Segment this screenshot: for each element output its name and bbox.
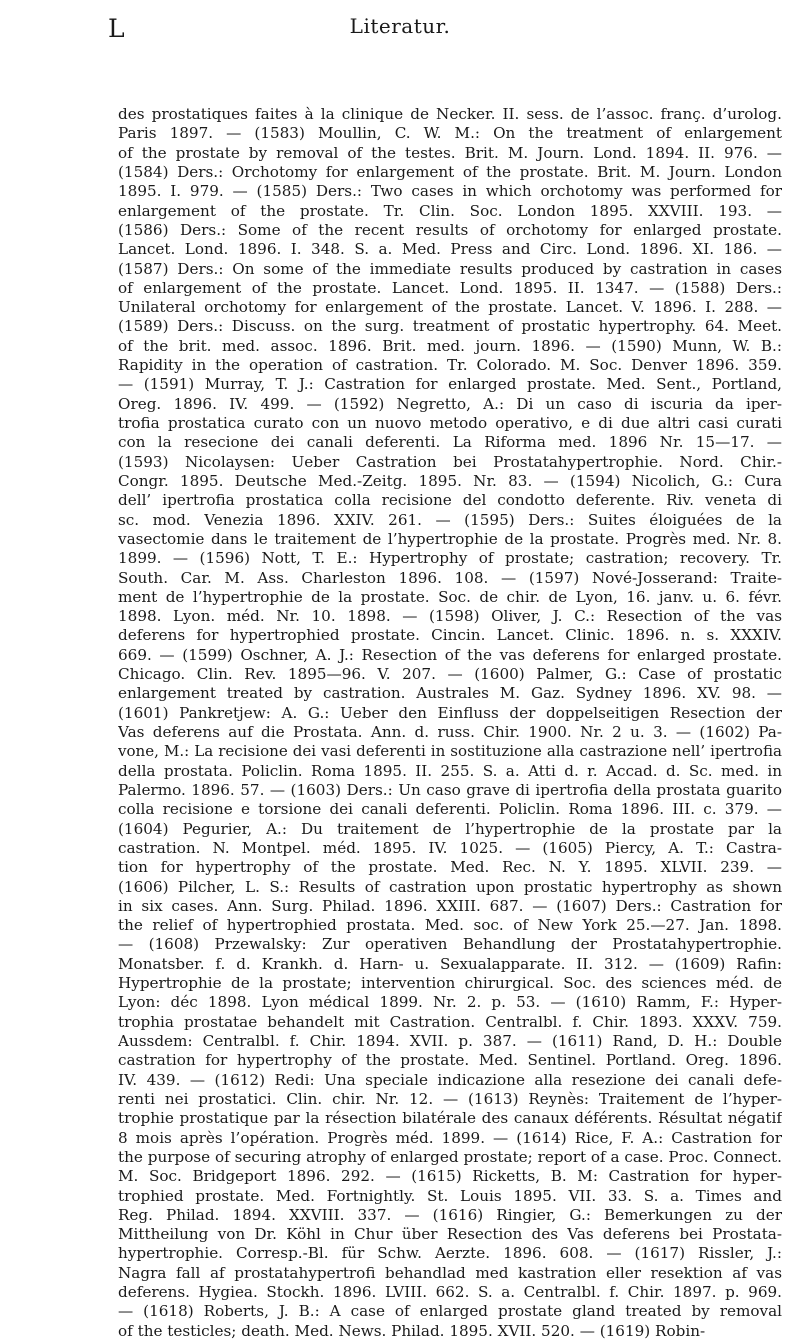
text-line: enlargement of the prostate. Tr. Clin. Soc. London 1895. XXVIII. 193. — [118, 201, 782, 220]
text-line: Chicago. Clin. Rev. 1895—96. V. 207. — (1600) Palmer, G.: Case of prostatic [118, 665, 782, 684]
text-line: (1601) Pankretjew: A. G.: Ueber den Einfluss der doppelseitigen Resection der [118, 703, 782, 722]
text-line: in six cases. Ann. Surg. Philad. 1896. XXIII. 687. — (1607) Ders.: Castration for [118, 896, 782, 915]
text-line: of the brit. med. assoc. 1896. Brit. med. journ. 1896. — (1590) Munn, W. B.: [118, 336, 782, 355]
text-line: castration for hypertrophy of the prostate. Med. Sentinel. Portland. Oreg. 1896. [118, 1051, 782, 1070]
text-line: (1586) Ders.: Some of the recent results of orchotomy for enlarged prostate. [118, 220, 782, 239]
text-line: (1606) Pilcher, L. S.: Results of castration upon prostatic hypertrophy as shown [118, 877, 782, 896]
text-line: castration. N. Montpel. méd. 1895. IV. 1025. — (1605) Piercy, A. T.: Castra- [118, 838, 782, 857]
text-line: 1898. Lyon. méd. Nr. 10. 1898. — (1598) Oliver, J. C.: Resection of the vas [118, 607, 782, 626]
text-line: renti nei prostatici. Clin. chir. Nr. 12. — (1613) Reynès: Traitement de l’hyper- [118, 1089, 782, 1108]
text-line: Oreg. 1896. IV. 499. — (1592) Negretto, A.: Di un caso di iscuria da iper- [118, 394, 782, 413]
text-line: Rapidity in the operation of castration. Tr. Colorado. M. Soc. Denver 1896. 359. [118, 356, 782, 375]
page-header [0, 14, 800, 44]
text-line: — (1608) Przewalsky: Zur operativen Behandlung der Prostatahypertrophie. [118, 935, 782, 954]
text-line: 1899. — (1596) Nott, T. E.: Hypertrophy of prostate; castration; recovery. Tr. [118, 549, 782, 568]
text-line: IV. 439. — (1612) Redi: Una speciale indicazione alla resezione dei canali defe- [118, 1070, 782, 1089]
text-line: Vas deferens auf die Prostata. Ann. d. russ. Chir. 1900. Nr. 2 u. 3. — (1602) Pa- [118, 723, 782, 741]
text-line: (1593) Nicolaysen: Ueber Castration bei Prostatahypertrophie. Nord. Chir.- [118, 452, 782, 471]
bibliography-body [118, 105, 782, 1341]
text-line: Lancet. Lond. 1896. I. 348. S. a. Med. Press and Circ. Lond. 1896. XI. 186. — [118, 240, 782, 259]
text-line: Monatsber. f. d. Krankh. d. Harn- u. Sexualapparate. II. 312. — (1609) Rafin: [118, 954, 782, 973]
text-line: 8 mois après l’opération. Progrès méd. 1899. — (1614) Rice, F. A.: Castration for [118, 1128, 782, 1147]
text-line: Nagra fall af prostatahypertrofi behandlad med kastration eller resektion af vas [118, 1263, 782, 1282]
text-line: Reg. Philad. 1894. XXVIII. 337. — (1616) Ringier, G.: Bemerkungen zu der [118, 1205, 782, 1224]
text-line: (1587) Ders.: On some of the immediate results produced by castration in cases [118, 259, 782, 278]
text-line: the relief of hypertrophied prostata. Med. soc. of New York 25.—27. Jan. 1898. [118, 916, 782, 935]
text-line: trophia prostatae behandelt mit Castration. Centralbl. f. Chir. 1893. XXXV. 759. [118, 1012, 782, 1031]
text-line: of the testicles; death. Med. News. Philad. 1895. XVII. 520. — (1619) Robin- [118, 1321, 706, 1340]
text-line: vone, M.: La recisione dei vasi deferenti in sostituzione alla castrazione nell’ ipertrofia [118, 742, 782, 761]
text-line: tion for hypertrophy of the prostate. Med. Rec. N. Y. 1895. XLVII. 239. — [118, 858, 782, 877]
text-line: trofia prostatica curato con un nuovo metodo operativo, e di due altri casi curati [118, 414, 782, 432]
text-line: 1895. I. 979. — (1585) Ders.: Two cases in which orchotomy was performed for [118, 182, 782, 201]
text-line: (1584) Ders.: Orchotomy for enlargement of the prostate. Brit. M. Journ. London [118, 162, 782, 181]
running-title: Literatur. [349, 14, 451, 38]
text-line: (1604) Pegurier, A.: Du traitement de l’hypertrophie de la prostate par la [118, 819, 782, 838]
text-line: — (1591) Murray, T. J.: Castration for enlarged prostate. Med. Sent., Portland, [118, 375, 782, 394]
text-line: enlargement treated by castration. Australes M. Gaz. Sydney 1896. XV. 98. — [118, 684, 782, 703]
text-line: dell’ ipertrofia prostatica colla recisione del condotto deferente. Riv. veneta di [118, 491, 782, 510]
text-line: South. Car. M. Ass. Charleston 1896. 108. — (1597) Nové-Josserand: Traite- [118, 568, 782, 587]
text-line: Hypertrophie de la prostate; intervention chirurgical. Soc. des sciences méd. de [118, 974, 782, 993]
text-line: vasectomie dans le traitement de l’hypertrophie de la prostate. Progrès med. Nr. 8. [118, 529, 782, 548]
text-line: sc. mod. Venezia 1896. XXIV. 261. — (1595) Ders.: Suites éloiguées de la [118, 510, 782, 529]
text-line: Aussdem: Centralbl. f. Chir. 1894. XVII. p. 387. — (1611) Rand, D. H.: Double [118, 1032, 782, 1050]
text-line: hypertrophie. Corresp.-Bl. für Schw. Aerzte. 1896. 608. — (1617) Rissler, J.: [118, 1244, 782, 1263]
text-line: trophie prostatique par la résection bilatérale des canaux déférents. Résultat négatif [118, 1109, 782, 1128]
text-line: of the prostate by removal of the testes. Brit. M. Journ. Lond. 1894. II. 976. — [118, 143, 782, 162]
text-line: Unilateral orchotomy for enlargement of the prostate. Lancet. V. 1896. I. 288. — [118, 298, 782, 317]
text-line: Paris 1897. — (1583) Moullin, C. W. M.: On the treatment of enlargement [118, 124, 782, 143]
text-line: deferens for hypertrophied prostate. Cincin. Lancet. Clinic. 1896. n. s. XXXIV. [118, 626, 782, 645]
text-line: colla recisione e torsione dei canali deferenti. Policlin. Roma 1896. III. c. 379. — [118, 800, 782, 819]
text-line: (1589) Ders.: Discuss. on the surg. treatment of prostatic hypertrophy. 64. Meet. [118, 317, 782, 336]
text-line: con la resecione dei canali deferenti. La Riforma med. 1896 Nr. 15—17. — [118, 433, 782, 452]
text-line: des prostatiques faites à la clinique de Necker. II. sess. de l’assoc. franç. d’urolog. [118, 105, 782, 123]
text-line: trophied prostate. Med. Fortnightly. St. Louis 1895. VII. 33. S. a. Times and [118, 1186, 782, 1205]
text-line: Palermo. 1896. 57. — (1603) Ders.: Un caso grave di ipertrofia della prostata guarito [118, 780, 782, 799]
text-line: of enlargement of the prostate. Lancet. Lond. 1895. II. 1347. — (1588) Ders.: [118, 278, 782, 297]
text-line: M. Soc. Bridgeport 1896. 292. — (1615) Ricketts, B. M: Castration for hyper- [118, 1167, 782, 1186]
text-line: Lyon: déc 1898. Lyon médical 1899. Nr. 2. p. 53. — (1610) Ramm, F.: Hyper- [118, 993, 782, 1012]
text-line: della prostata. Policlin. Roma 1895. II. 255. S. a. Atti d. r. Accad. d. Sc. med. in [118, 761, 782, 780]
text-line: Congr. 1895. Deutsche Med.-Zeitg. 1895. Nr. 83. — (1594) Nicolich, G.: Cura [118, 471, 782, 490]
text-line: ment de l’hypertrophie de la prostate. Soc. de chir. de Lyon, 16. janv. u. 6. févr. [118, 587, 782, 606]
page-letter: L [108, 14, 125, 43]
text-line: Mittheilung von Dr. Köhl in Chur über Resection des Vas deferens bei Prostata- [118, 1225, 782, 1244]
text-line: deferens. Hygiea. Stockh. 1896. LVIII. 662. S. a. Centralbl. f. Chir. 1897. p. 969. [118, 1283, 782, 1302]
text-line: — (1618) Roberts, J. B.: A case of enlarged prostate gland treated by removal [118, 1302, 782, 1321]
text-line: 669. — (1599) Oschner, A. J.: Resection of the vas deferens for enlarged prostate. [118, 645, 782, 664]
text-line: the purpose of securing atrophy of enlarged prostate; report of a case. Proc. Connect. [118, 1147, 782, 1166]
